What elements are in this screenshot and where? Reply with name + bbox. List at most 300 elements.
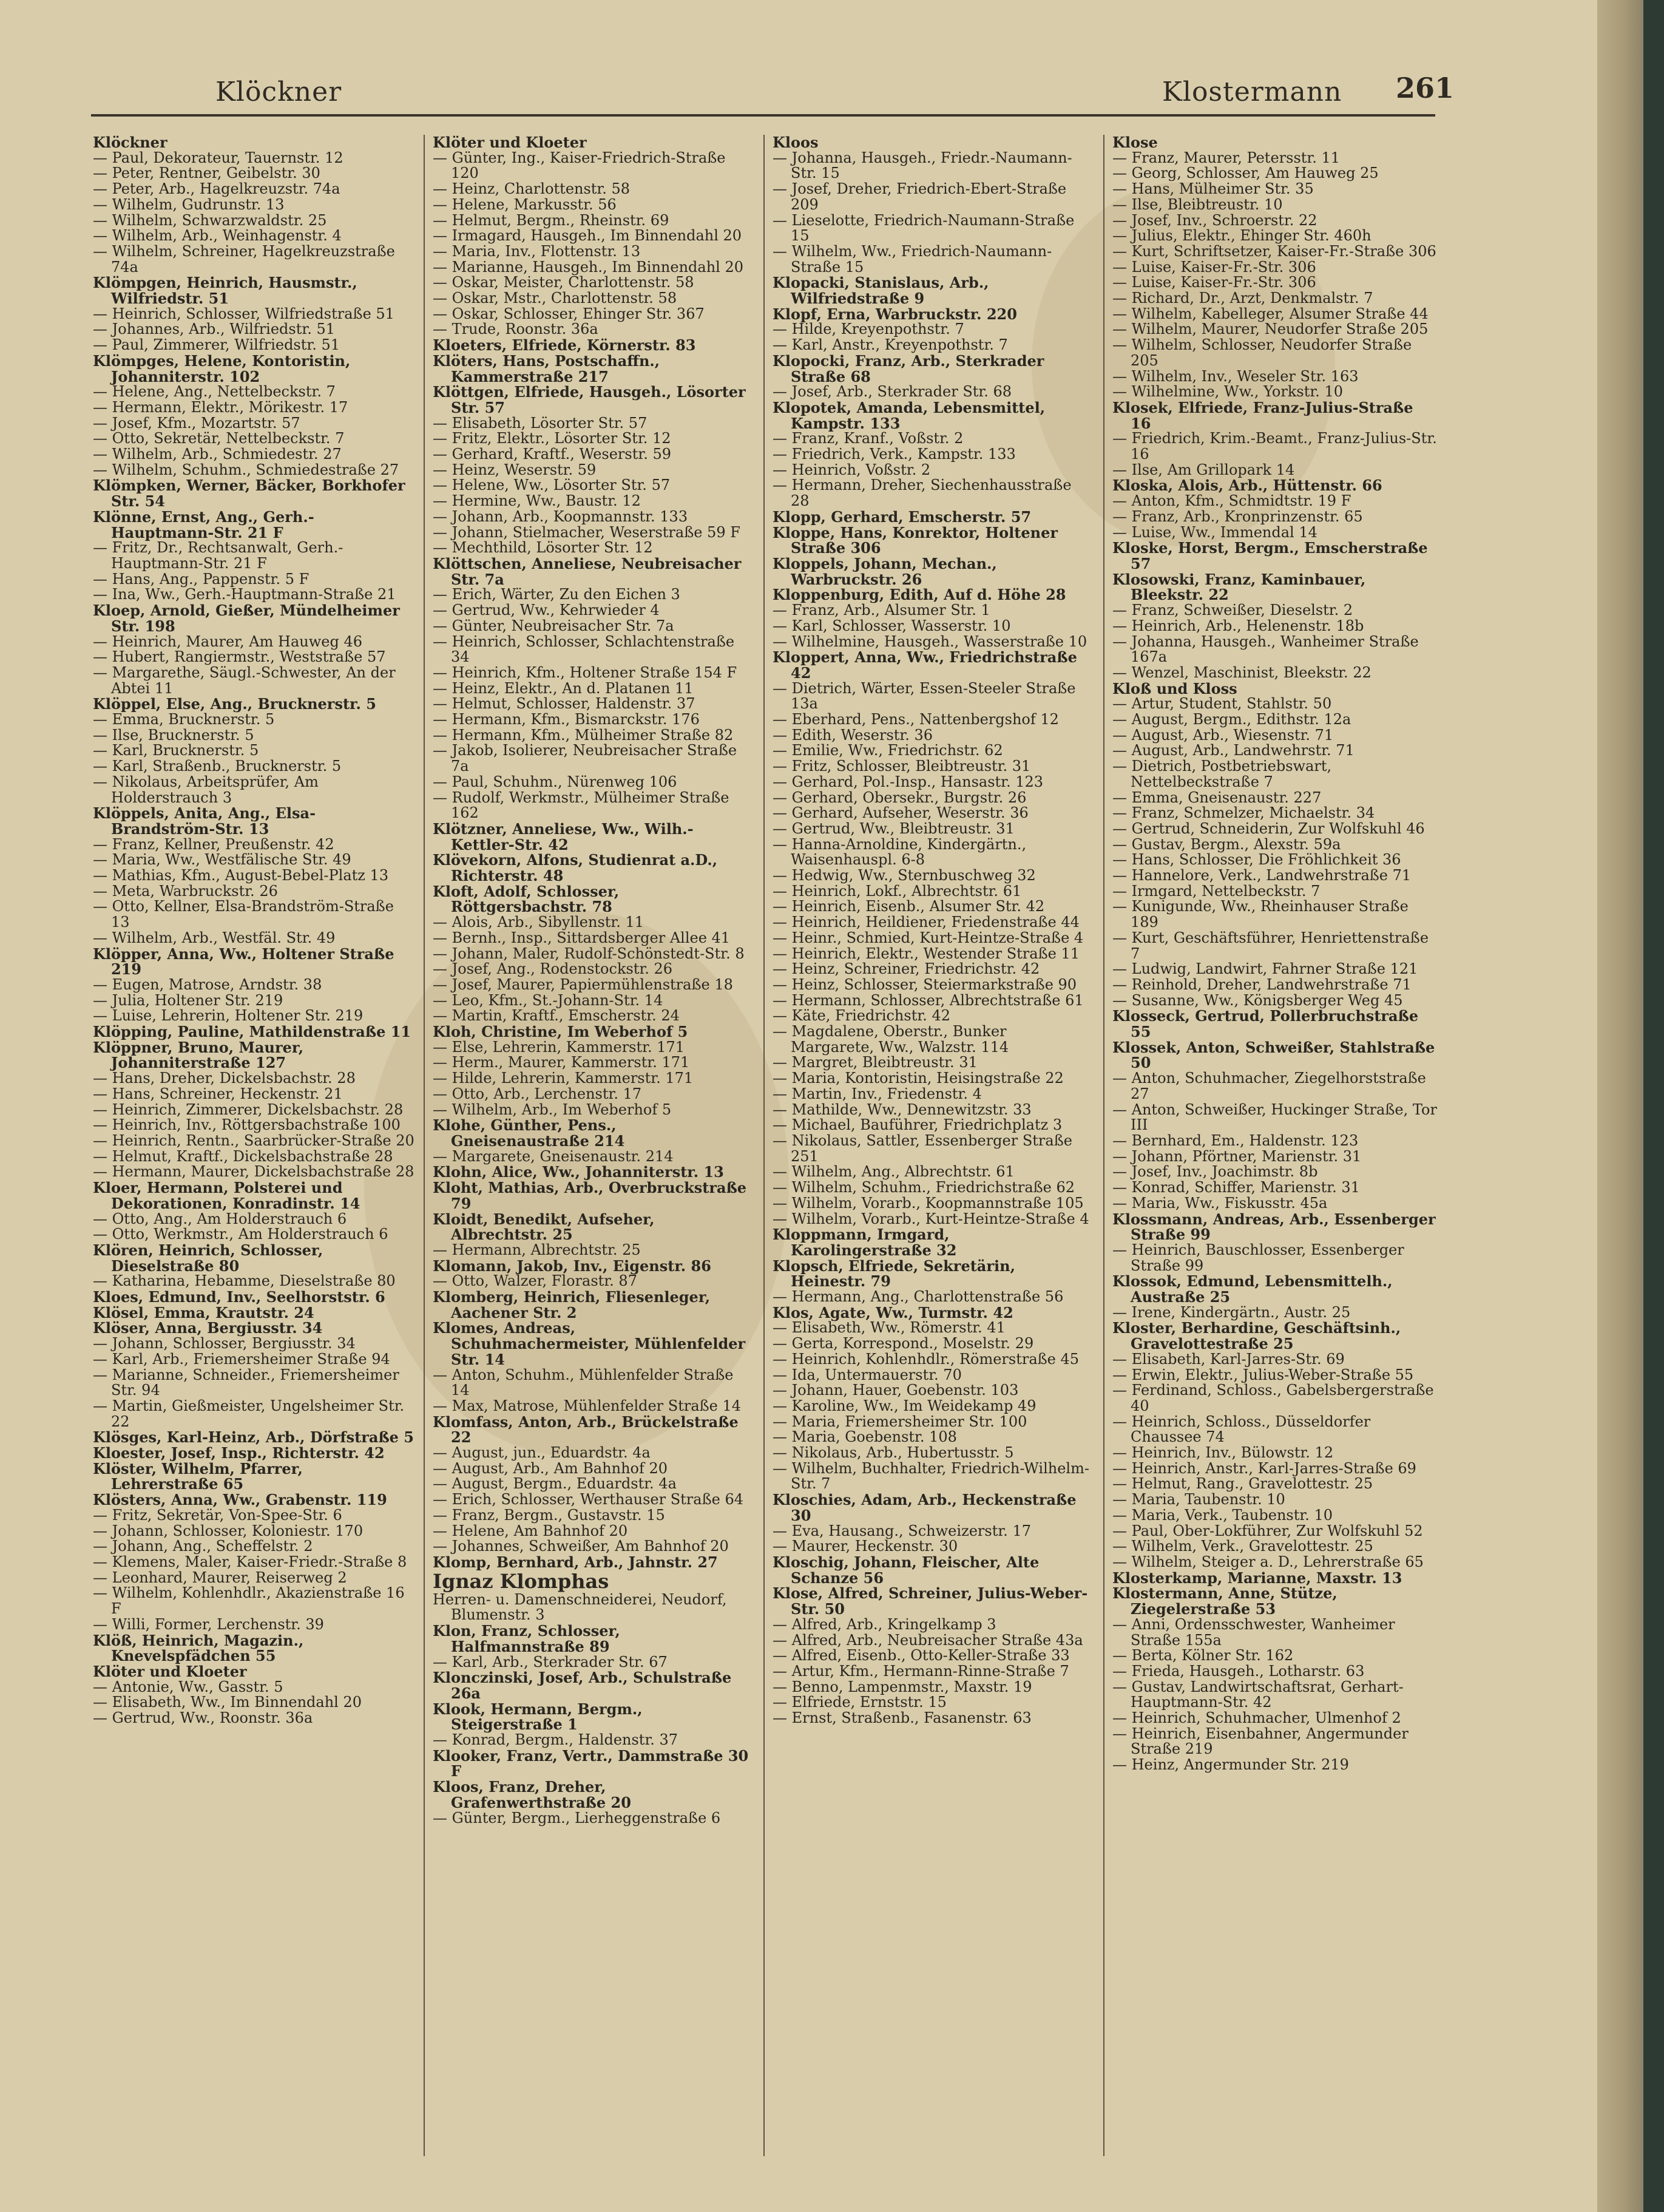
directory-sub-entry: — Elfriede, Ernststr. 15	[773, 1694, 947, 1711]
directory-sub-entry: — Eva, Hausang., Schweizerstr. 17	[773, 1522, 1031, 1539]
directory-sub-entry: — Maria, Verk., Taubenstr. 10	[1112, 1506, 1333, 1524]
directory-sub-entry: — Emma, Brucknerstr. 5	[93, 711, 275, 728]
directory-sub-entry: — Wilhelm, Kohlenhdlr., Akazienstraße 16 F	[93, 1584, 405, 1618]
directory-sub-entry: — Fritz, Elektr., Lösorter Str. 12	[433, 430, 671, 447]
directory-sub-entry: — Ludwig, Landwirt, Fahrner Straße 121	[1112, 960, 1418, 978]
directory-entry: Klöter und Kloeter	[433, 135, 587, 151]
directory-entry: Kloske, Horst, Bergm., Emscherstraße 57	[1112, 539, 1428, 572]
directory-sub-entry: — Leo, Kfm., St.-Johann-Str. 14	[433, 991, 663, 1009]
directory-sub-entry: — Josef, Dreher, Friedrich-Ebert-Straße 209	[773, 180, 1067, 213]
directory-entry: Klömpgen, Heinrich, Hausmstr., Wilfriedstr. 51	[93, 274, 357, 308]
directory-sub-entry: — Helmut, Bergm., Rheinstr. 69	[433, 211, 669, 229]
directory-sub-entry: — Elisabeth, Karl-Jarres-Str. 69	[1112, 1350, 1345, 1368]
directory-sub-entry: — Heinrich, Schloss., Düsseldorfer Chaussee 74	[1112, 1413, 1371, 1446]
directory-entry: Klooker, Franz, Vertr., Dammstraße 30 F	[433, 1746, 749, 1780]
directory-sub-entry: — Franz, Maurer, Petersstr. 11	[1112, 149, 1341, 166]
directory-sub-entry: — Bernhard, Em., Haldenstr. 123	[1112, 1132, 1359, 1149]
directory-sub-entry: — Michael, Bauführer, Friedrichplatz 3	[773, 1116, 1063, 1134]
directory-sub-entry: — Karl, Brucknerstr. 5	[93, 742, 259, 759]
directory-sub-entry: — Wilhelm, Buchhalter, Friedrich-Wilhelm-Str. 7	[773, 1459, 1089, 1493]
directory-entry: Klon, Franz, Schlosser, Halfmannstraße 89	[433, 1622, 620, 1655]
directory-sub-entry: — Magdalene, Oberstr., Bunker Margarete, Ww., Walzstr. 114	[773, 1023, 1009, 1056]
directory-sub-entry: — Ida, Untermauerstr. 70	[773, 1366, 962, 1383]
directory-sub-entry: — Max, Matrose, Mühlenfelder Straße 14	[433, 1397, 742, 1414]
directory-columns	[93, 135, 1437, 2156]
directory-sub-entry: — Heinrich, Voßstr. 2	[773, 461, 931, 478]
directory-sub-entry: — Johann, Ang., Scheffelstr. 2	[93, 1538, 313, 1555]
directory-sub-entry: — Johann, Stielmacher, Weserstraße 59 F	[433, 523, 740, 541]
directory-sub-entry: — Hannelore, Verk., Landwehrstraße 71	[1112, 867, 1412, 884]
directory-sub-entry: — Eugen, Matrose, Arndstr. 38	[93, 975, 322, 993]
directory-sub-entry: — Paul, Zimmerer, Wilfriedstr. 51	[93, 336, 340, 354]
directory-sub-entry: — Reinhold, Dreher, Landwehrstraße 71	[1112, 975, 1412, 993]
directory-sub-entry: — Anton, Kfm., Schmidtstr. 19 F	[1112, 492, 1351, 510]
directory-entry: Kloeters, Elfriede, Körnerstr. 83	[433, 336, 696, 355]
directory-sub-entry: — Paul, Schuhm., Nürenweg 106	[433, 773, 677, 790]
directory-sub-entry: — Helene, Ang., Nettelbeckstr. 7	[93, 383, 336, 401]
directory-sub-entry: — Karl, Schlosser, Wasserstr. 10	[773, 617, 1011, 634]
directory-sub-entry: — Alfred, Arb., Kringelkamp 3	[773, 1615, 996, 1633]
directory-entry: Klöttschen, Anneliese, Neubreisacher Str. 7a	[433, 554, 742, 588]
directory-sub-entry: — Gustav, Bergm., Alexstr. 59a	[1112, 835, 1341, 853]
directory-sub-entry: — Hubert, Rangiermstr., Weststraße 57	[93, 648, 386, 666]
directory-sub-entry: — Josef, Arb., Sterkrader Str. 68	[773, 383, 1012, 401]
directory-sub-entry: — Anton, Schuhm., Mühlenfelder Straße 14	[433, 1366, 734, 1399]
directory-entry: Kloppmann, Irmgard, Karolingerstraße 32	[773, 1226, 957, 1259]
directory-sub-entry: — Karl, Arb., Friemersheimer Straße 94	[93, 1350, 390, 1368]
directory-entry: Kloester, Josef, Insp., Richterstr. 42	[93, 1444, 385, 1462]
directory-entry: Klösel, Emma, Krautstr. 24	[93, 1303, 314, 1321]
directory-sub-entry: — Kurt, Schriftsetzer, Kaiser-Fr.-Straße 306	[1112, 242, 1436, 260]
directory-sub-entry: — Gerhard, Pol.-Insp., Hansastr. 123	[773, 773, 1044, 790]
directory-sub-entry: — Trude, Roonstr. 36a	[433, 321, 598, 338]
directory-sub-entry: — Wilhelm, Ww., Friedrich-Naumann-Straße 15	[773, 242, 1052, 276]
directory-sub-entry: — Wilhelm, Kabelleger, Alsumer Straße 44	[1112, 305, 1429, 322]
directory-sub-entry: — Mathilde, Ww., Dennewitzstr. 33	[773, 1101, 1032, 1118]
directory-sub-entry: — Heinz, Schlosser, Steiermarkstraße 90	[773, 975, 1077, 993]
directory-sub-entry: — Gertrud, Ww., Kehrwieder 4	[433, 602, 660, 619]
directory-sub-entry: — Hilde, Kreyenpothstr. 7	[773, 321, 964, 338]
directory-sub-entry: — August, Bergm., Eduardstr. 4a	[433, 1475, 677, 1493]
directory-sub-entry: — Julia, Holtener Str. 219	[93, 991, 283, 1009]
directory-entry: Klönne, Ernst, Ang., Gerh.-Hauptmann-Str. 21 F	[93, 507, 314, 541]
directory-sub-entry: — Wilhelm, Schuhm., Schmiedestraße 27	[93, 461, 399, 478]
directory-sub-entry: — Wilhelm, Gudrunstr. 13	[93, 195, 285, 213]
directory-sub-entry: — Karoline, Ww., Im Weidekamp 49	[773, 1397, 1037, 1414]
directory-sub-entry: — Franz, Kellner, Preußenstr. 42	[93, 835, 334, 853]
directory-sub-entry: — Luise, Kaiser-Fr.-Str. 306	[1112, 274, 1316, 291]
column-divider	[424, 135, 425, 2156]
directory-entry: Kloh, Christine, Im Weberhof 5	[433, 1023, 688, 1041]
directory-sub-entry: — Johann, Schlosser, Bergiusstr. 34	[93, 1335, 356, 1352]
directory-sub-entry: — Konrad, Schiffer, Marienstr. 31	[1112, 1179, 1360, 1196]
directory-sub-entry: — Wilhelm, Schlosser, Neudorfer Straße 205	[1112, 336, 1412, 369]
directory-sub-entry: — Heinrich, Elektr., Westender Straße 11	[773, 945, 1080, 962]
directory-sub-entry: — Maria, Ww., Westfälische Str. 49	[93, 851, 351, 869]
directory-sub-entry: — Heinr., Schmied, Kurt-Heintze-Straße 4	[773, 929, 1084, 946]
directory-sub-entry: — Elisabeth, Ww., Römerstr. 41	[773, 1319, 1006, 1337]
directory-sub-entry: — Oskar, Mstr., Charlottenstr. 58	[433, 290, 677, 307]
directory-sub-entry: — Karl, Arb., Sterkrader Str. 67	[433, 1653, 668, 1671]
directory-entry: Klomes, Andreas, Schuhmachermeister, Mühlenfelder Str. 14	[433, 1319, 746, 1368]
directory-sub-entry: — Maria, Ww., Fiskusstr. 45a	[1112, 1194, 1328, 1212]
directory-sub-entry: — Heinrich, Schlosser, Wilfriedstraße 51	[93, 305, 394, 322]
directory-sub-entry: — Eberhard, Pens., Nattenbergshof 12	[773, 711, 1059, 728]
directory-entry: Klöster, Wilhelm, Pfarrer, Lehrerstraße 65	[93, 1459, 303, 1493]
directory-entry: Klöter und Kloeter	[93, 1662, 247, 1680]
directory-sub-entry: — Dietrich, Wärter, Essen-Steeler Straße 13a	[773, 679, 1076, 713]
directory-sub-entry: — Gertrud, Ww., Bleibtreustr. 31	[773, 819, 1015, 837]
directory-entry: Klossmann, Andreas, Arb., Essenberger Straße 99	[1112, 1210, 1436, 1244]
header-first-name: Klöckner	[215, 76, 342, 107]
directory-entry: Klöpping, Pauline, Mathildenstraße 11	[93, 1023, 411, 1041]
directory-sub-entry: — Paul, Dekorateur, Tauernstr. 12	[93, 149, 343, 166]
directory-sub-entry: — Fritz, Schlosser, Bleibtreustr. 31	[773, 758, 1031, 775]
directory-sub-entry: — Leonhard, Maurer, Reiserweg 2	[93, 1569, 347, 1586]
page-number: 261	[1396, 72, 1455, 104]
directory-sub-entry: — Ilse, Bleibtreustr. 10	[1112, 195, 1283, 213]
book-spine	[1643, 0, 1664, 2212]
directory-sub-entry: — Wilhelm, Arb., Weinhagenstr. 4	[93, 227, 342, 245]
directory-sub-entry: — Alfred, Eisenb., Otto-Keller-Straße 33	[773, 1647, 1070, 1664]
page-header	[91, 66, 1455, 117]
directory-sub-entry: — Wilhelm, Schuhm., Friedrichstraße 62	[773, 1179, 1075, 1196]
directory-sub-entry: — Oskar, Meister, Charlottenstr. 58	[433, 274, 694, 291]
column-divider	[763, 135, 765, 2156]
directory-entry: Klosseck, Gertrud, Pollerbruchstraße 55	[1112, 1007, 1419, 1041]
directory-sub-entry: — Hermann, Ang., Charlottenstraße 56	[773, 1288, 1064, 1306]
directory-sub-entry: — Erwin, Elektr., Julius-Weber-Straße 55	[1112, 1366, 1414, 1383]
header-last-name: Klostermann	[1162, 76, 1342, 107]
directory-sub-entry: — Wenzel, Maschinist, Bleekstr. 22	[1112, 663, 1371, 681]
directory-sub-entry: — Karl, Anstr., Kreyenpothstr. 7	[773, 336, 1008, 354]
directory-sub-entry: — Kunigunde, Ww., Rheinhauser Straße 189	[1112, 898, 1409, 931]
directory-sub-entry: — Luise, Kaiser-Fr.-Str. 306	[1112, 258, 1316, 276]
directory-sub-entry: — Hanna-Arnoldine, Kindergärtn., Waisenhauspl. 6-8	[773, 835, 1027, 869]
directory-sub-entry: — Irmagard, Hausgeh., Im Binnendahl 20	[433, 227, 742, 245]
directory-sub-entry: — Rudolf, Werkmstr., Mülheimer Straße 162	[433, 789, 729, 822]
directory-sub-entry: — Hermann, Albrechtstr. 25	[433, 1241, 641, 1258]
directory-sub-entry: — Richard, Dr., Arzt, Denkmalstr. 7	[1112, 290, 1373, 307]
directory-entry: Klören, Heinrich, Schlosser, Dieselstraße 80	[93, 1241, 323, 1275]
directory-sub-entry: — Georg, Schlosser, Am Hauweg 25	[1112, 165, 1379, 182]
directory-sub-entry: — Luise, Lehrerin, Holtener Str. 219	[93, 1007, 364, 1025]
directory-entry: Klöttgen, Elfriede, Hausgeh., Lösorter Str. 57	[433, 383, 746, 416]
directory-sub-entry: — Maria, Inv., Flottenstr. 13	[433, 242, 641, 260]
directory-sub-entry: — Otto, Walzer, Florastr. 87	[433, 1272, 637, 1290]
directory-sub-entry: Herren- u. Damenschneiderei, Neudorf, Blumenstr. 3	[433, 1590, 727, 1624]
directory-entry: Klöppel, Else, Ang., Brucknerstr. 5	[93, 695, 376, 713]
directory-sub-entry: — Wilhelmine, Ww., Yorkstr. 10	[1112, 383, 1343, 401]
directory-sub-entry: — Helmut, Kraftf., Dickelsbachstraße 28	[93, 1147, 393, 1165]
directory-sub-entry: — Ilse, Brucknerstr. 5	[93, 726, 254, 744]
directory-sub-entry: — Johannes, Arb., Wilfriedstr. 51	[93, 321, 335, 338]
directory-sub-entry: — Hermann, Kfm., Bismarckstr. 176	[433, 711, 700, 728]
directory-sub-entry: — Edith, Weserstr. 36	[773, 726, 933, 744]
directory-sub-entry: — Jakob, Isolierer, Neubreisacher Straße 7a	[433, 742, 737, 775]
directory-sub-entry: — Anton, Schweißer, Huckinger Straße, Tor III	[1112, 1101, 1437, 1134]
directory-sub-entry: — Hermann, Maurer, Dickelsbachstraße 28	[93, 1163, 414, 1181]
directory-entry: Kloos, Franz, Dreher, Grafenwerthstraße 20	[433, 1778, 631, 1811]
directory-sub-entry: — Günter, Bergm., Lierheggenstraße 6	[433, 1809, 721, 1827]
directory-sub-entry: — Hans, Dreher, Dickelsbachstr. 28	[93, 1070, 356, 1087]
directory-sub-entry: — Marianne, Hausgeh., Im Binnendahl 20	[433, 258, 743, 276]
directory-sub-entry: — Otto, Ang., Am Holderstrauch 6	[93, 1210, 347, 1227]
directory-entry: Klopocki, Franz, Arb., Sterkrader Straße 68	[773, 351, 1044, 385]
directory-sub-entry: — Emilie, Ww., Friedrichstr. 62	[773, 742, 1003, 759]
directory-entry: Klomberg, Heinrich, Fliesenleger, Aachener Str. 2	[433, 1288, 711, 1321]
directory-entry: Klöpper, Anna, Ww., Holtener Straße 219	[93, 945, 394, 979]
directory-sub-entry: — August, Arb., Am Bahnhof 20	[433, 1459, 668, 1477]
directory-sub-entry: — Heinrich, Rentn., Saarbrücker-Straße 20	[93, 1132, 414, 1149]
directory-sub-entry: — Ernst, Straßenb., Fasanenstr. 63	[773, 1709, 1032, 1727]
directory-entry: Ignaz Klomphas	[433, 1569, 609, 1593]
directory-entry: Kloschies, Adam, Arb., Heckenstraße 30	[773, 1491, 1077, 1524]
directory-sub-entry: — Lieselotte, Friedrich-Naumann-Straße 15	[773, 211, 1075, 245]
directory-sub-entry: — Josef, Ang., Rodenstockstr. 26	[433, 960, 673, 978]
directory-entry: Klomfass, Anton, Arb., Brückelstraße 22	[433, 1413, 739, 1447]
directory-entry: Klosowski, Franz, Kaminbauer, Bleekstr. 22	[1112, 570, 1366, 604]
directory-entry: Klöters, Hans, Postschaffn., Kammerstraße 217	[433, 351, 660, 385]
directory-sub-entry: — August, Arb., Wiesenstr. 71	[1112, 726, 1334, 744]
directory-sub-entry: — Artur, Student, Stahlstr. 50	[1112, 695, 1332, 713]
directory-entry: Klömpges, Helene, Kontoristin, Johanniterstr. 102	[93, 351, 351, 385]
directory-sub-entry: — Wilhelm, Inv., Weseler Str. 163	[1112, 367, 1359, 385]
directory-sub-entry: — Heinz, Elektr., An d. Platanen 11	[433, 679, 694, 697]
directory-sub-entry: — Hermine, Ww., Baustr. 12	[433, 492, 641, 510]
directory-sub-entry: — Helmut, Schlosser, Haldenstr. 37	[433, 695, 695, 713]
directory-sub-entry: — Günter, Neubreisacher Str. 7a	[433, 617, 674, 634]
directory-sub-entry: — Heinrich, Zimmerer, Dickelsbachstr. 28	[93, 1101, 404, 1118]
directory-sub-entry: — Erich, Wärter, Zu den Eichen 3	[433, 586, 680, 603]
directory-sub-entry: — Irene, Kindergärtn., Austr. 25	[1112, 1303, 1351, 1321]
directory-entry: Klomp, Bernhard, Arb., Jahnstr. 27	[433, 1553, 718, 1571]
directory-sub-entry: — Heinrich, Eisenbahner, Angermunder Straße 219	[1112, 1725, 1409, 1758]
directory-entry: Kloschig, Johann, Fleischer, Alte Schanze 56	[773, 1553, 1040, 1587]
directory-sub-entry: — Gerta, Korrespond., Moselstr. 29	[773, 1335, 1034, 1352]
directory-sub-entry: — Wilhelm, Ang., Albrechtstr. 61	[773, 1163, 1015, 1181]
directory-sub-entry: — Gerhard, Kraftf., Weserstr. 59	[433, 446, 671, 463]
directory-sub-entry: — Hans, Schlosser, Die Fröhlichkeit 36	[1112, 851, 1401, 869]
directory-sub-entry: — Heinrich, Schuhmacher, Ulmenhof 2	[1112, 1709, 1401, 1727]
directory-sub-entry: — Wilhelm, Vorarb., Kurt-Heintze-Straße 4	[773, 1210, 1089, 1227]
directory-sub-entry: — Elisabeth, Ww., Im Binnendahl 20	[93, 1694, 362, 1711]
directory-sub-entry: — Mathias, Kfm., August-Bebel-Platz 13	[93, 867, 389, 884]
directory-sub-entry: — Martin, Gießmeister, Ungelsheimer Str. 22	[93, 1397, 405, 1430]
directory-sub-entry: — Meta, Warbruckstr. 26	[93, 882, 278, 900]
directory-sub-entry: — Wilhelm, Verk., Gravelottestr. 25	[1112, 1538, 1373, 1555]
directory-sub-entry: — Maria, Taubenstr. 10	[1112, 1491, 1285, 1508]
directory-sub-entry: — Hermann, Schlosser, Albrechtstraße 61	[773, 991, 1084, 1009]
directory-sub-entry: — Otto, Kellner, Elsa-Brandström-Straße 13	[93, 898, 394, 931]
directory-sub-entry: — Oskar, Schlosser, Ehinger Str. 367	[433, 305, 705, 322]
directory-sub-entry: — Franz, Arb., Kronprinzenstr. 65	[1112, 507, 1363, 525]
directory-sub-entry: — Kurt, Geschäftsführer, Henriettenstraße 7	[1112, 929, 1429, 962]
directory-entry: Kloer, Hermann, Polsterei und Dekorationen, Konradinstr. 14	[93, 1179, 360, 1212]
directory-entry: Kloep, Arnold, Gießer, Mündelheimer Str. 198	[93, 602, 400, 635]
directory-sub-entry: — Franz, Schmelzer, Michaelstr. 34	[1112, 804, 1375, 822]
directory-entry: Klohn, Alice, Ww., Johanniterstr. 13	[433, 1163, 724, 1181]
directory-sub-entry: — Mechthild, Lösorter Str. 12	[433, 539, 653, 557]
directory-sub-entry: — Paul, Ober-Lokführer, Zur Wolfskuhl 52	[1112, 1522, 1423, 1539]
directory-sub-entry: — Heinz, Weserstr. 59	[433, 461, 597, 478]
directory-sub-entry: — Johannes, Schweißer, Am Bahnhof 20	[433, 1538, 729, 1555]
directory-sub-entry: — Wilhelm, Vorarb., Koopmannstraße 105	[773, 1194, 1084, 1212]
directory-sub-entry: — Marianne, Schneider., Friemersheimer Str. 94	[93, 1366, 399, 1399]
directory-entry: Kloster, Berhardine, Geschäftsinh., Gravelottestraße 25	[1112, 1319, 1401, 1353]
directory-sub-entry: — Heinrich, Inv., Bülowstr. 12	[1112, 1444, 1334, 1462]
directory-sub-entry: — Heinz, Schreiner, Friedrichstr. 42	[773, 960, 1040, 978]
directory-entry: Klohe, Günther, Pens., Gneisenaustraße 214	[433, 1116, 625, 1150]
directory-entry: Klomann, Jakob, Inv., Eigenstr. 86	[433, 1257, 711, 1275]
directory-sub-entry: — Heinrich, Kohlenhdlr., Römerstraße 45	[773, 1350, 1080, 1368]
directory-entry: Klook, Hermann, Bergm., Steigerstraße 1	[433, 1700, 643, 1734]
directory-sub-entry: — Helene, Markusstr. 56	[433, 195, 617, 213]
directory-sub-entry: — Johann, Schlosser, Koloniestr. 170	[93, 1522, 364, 1539]
directory-sub-entry: — Heinrich, Inv., Röttgersbachstraße 100	[93, 1116, 401, 1134]
directory-sub-entry: — Karl, Straßenb., Brucknerstr. 5	[93, 758, 342, 775]
directory-entry: Klopacki, Stanislaus, Arb., Wilfriedstraße 9	[773, 274, 989, 308]
directory-sub-entry: — August, Bergm., Edithstr. 12a	[1112, 711, 1351, 728]
directory-sub-entry: — Hans, Ang., Pappenstr. 5 F	[93, 570, 309, 588]
directory-sub-entry: — Otto, Werkmstr., Am Holderstrauch 6	[93, 1226, 388, 1243]
directory-sub-entry: — Johann, Hauer, Goebenstr. 103	[773, 1382, 1019, 1399]
directory-sub-entry: — Hermann, Dreher, Siechenhausstraße 28	[773, 477, 1072, 510]
column-3	[773, 135, 1094, 2156]
directory-entry: Klos, Agate, Ww., Turmstr. 42	[773, 1303, 1013, 1321]
directory-sub-entry: — Alfred, Arb., Neubreisacher Straße 43a	[773, 1631, 1083, 1649]
directory-entry: Kloes, Edmund, Inv., Seelhorststr. 6	[93, 1288, 385, 1306]
directory-entry: Klöckner	[93, 135, 167, 151]
directory-sub-entry: — Josef, Kfm., Mozartstr. 57	[93, 414, 300, 432]
directory-sub-entry: — Heinz, Angermunder Str. 219	[1112, 1756, 1349, 1774]
directory-sub-entry: — Johann, Pförtner, Marienstr. 31	[1112, 1147, 1362, 1165]
directory-sub-entry: — Martin, Inv., Friedenstr. 4	[773, 1085, 982, 1102]
directory-sub-entry: — Franz, Kranf., Voßstr. 2	[773, 430, 964, 447]
directory-sub-entry: — August, Arb., Landwehrstr. 71	[1112, 742, 1355, 759]
directory-sub-entry: — Hans, Mülheimer Str. 35	[1112, 180, 1314, 198]
directory-sub-entry: — Margarete, Gneisenaustr. 214	[433, 1147, 674, 1165]
directory-sub-entry: — Josef, Maurer, Papiermühlenstraße 18	[433, 975, 733, 993]
directory-sub-entry: — Gertrud, Schneiderin, Zur Wolfskuhl 46	[1112, 819, 1425, 837]
directory-sub-entry: — Maria, Friemersheimer Str. 100	[773, 1413, 1027, 1430]
directory-sub-entry: — Peter, Arb., Hagelkreuzstr. 74a	[93, 180, 340, 198]
directory-sub-entry: — Luise, Ww., Immendal 14	[1112, 523, 1317, 541]
directory-sub-entry: — Helene, Am Bahnhof 20	[433, 1522, 628, 1539]
directory-sub-entry: — Elisabeth, Lösorter Str. 57	[433, 414, 648, 432]
directory-entry: Kloppert, Anna, Ww., Friedrichstraße 42	[773, 648, 1077, 682]
directory-sub-entry: — Ferdinand, Schloss., Gabelsbergerstraße 40	[1112, 1382, 1434, 1414]
directory-entry: Klöppels, Anita, Ang., Elsa-Brandström-Str. 13	[93, 804, 316, 838]
directory-entry: Klöppner, Bruno, Maurer, Johanniterstraße 127	[93, 1038, 304, 1072]
directory-sub-entry: — Martin, Kraftf., Emscherstr. 24	[433, 1007, 680, 1025]
directory-sub-entry: — Franz, Bergm., Gustavstr. 15	[433, 1506, 665, 1524]
directory-entry: Klopsch, Elfriede, Sekretärin, Heinestr. 79	[773, 1257, 1015, 1291]
directory-sub-entry: — Peter, Rentner, Geibelstr. 30	[93, 165, 320, 182]
directory-sub-entry: — Herm., Maurer, Kammerstr. 171	[433, 1054, 690, 1071]
directory-entry: Kloft, Adolf, Schlosser, Röttgersbachstr. 78	[433, 882, 620, 916]
directory-entry: Klötzner, Anneliese, Ww., Wilh.-Kettler-Str. 42	[433, 819, 694, 853]
directory-sub-entry: — Gerhard, Obersekr., Burgstr. 26	[773, 789, 1027, 806]
column-divider	[1103, 135, 1104, 2156]
directory-sub-entry: — Hilde, Lehrerin, Kammerstr. 171	[433, 1070, 694, 1087]
directory-sub-entry: — Wilhelm, Arb., Schmiedestr. 27	[93, 446, 342, 463]
directory-sub-entry: — Heinrich, Heildiener, Friedenstraße 44	[773, 914, 1080, 931]
directory-sub-entry: — Nikolaus, Arb., Hubertusstr. 5	[773, 1444, 1014, 1462]
directory-sub-entry: — Johann, Arb., Koopmannstr. 133	[433, 507, 688, 525]
directory-sub-entry: — Heinrich, Bauschlosser, Essenberger Straße 99	[1112, 1241, 1404, 1274]
directory-entry: Klose	[1112, 135, 1158, 151]
directory-sub-entry: — Frieda, Hausgeh., Lotharstr. 63	[1112, 1662, 1365, 1680]
directory-sub-entry: — Heinrich, Maurer, Am Hauweg 46	[93, 633, 362, 650]
directory-sub-entry: — Katharina, Hebamme, Dieselstraße 80	[93, 1272, 396, 1290]
directory-sub-entry: — Fritz, Dr., Rechtsanwalt, Gerh.-Hauptmann-Str. 21 F	[93, 539, 343, 572]
directory-sub-entry: — Helene, Ww., Lösorter Str. 57	[433, 477, 671, 494]
directory-entry: Klosek, Elfriede, Franz-Julius-Straße 16	[1112, 398, 1413, 432]
directory-sub-entry: — Franz, Arb., Alsumer Str. 1	[773, 602, 990, 619]
directory-entry: Klonczinski, Josef, Arb., Schulstraße 26a	[433, 1669, 732, 1702]
directory-sub-entry: — Gerhard, Aufseher, Weserstr. 36	[773, 804, 1029, 822]
column-4	[1112, 135, 1437, 2156]
directory-sub-entry: — Johanna, Hausgeh., Wanheimer Straße 167a	[1112, 633, 1419, 666]
directory-sub-entry: — Josef, Inv., Schroerstr. 22	[1112, 211, 1317, 229]
directory-sub-entry: — Wilhelm, Maurer, Neudorfer Straße 205	[1112, 321, 1429, 338]
directory-sub-entry: — Wilhelm, Arb., Westfäl. Str. 49	[93, 929, 336, 946]
directory-sub-entry: — Hermann, Elektr., Mörikestr. 17	[93, 398, 348, 416]
directory-sub-entry: — Emma, Gneisenaustr. 227	[1112, 789, 1322, 806]
directory-sub-entry: — Anni, Ordensschwester, Wanheimer Straße 155a	[1112, 1615, 1395, 1649]
directory-sub-entry: — Heinrich, Schlosser, Schlachtenstraße 34	[433, 633, 735, 666]
directory-sub-entry: — Susanne, Ww., Königsberger Weg 45	[1112, 991, 1403, 1009]
directory-sub-entry: — Heinrich, Kfm., Holtener Straße 154 F	[433, 663, 737, 681]
directory-entry: Klösters, Anna, Ww., Grabenstr. 119	[93, 1491, 387, 1509]
directory-entry: Klöß, Heinrich, Magazin., Knevelspfädchen 55	[93, 1631, 304, 1665]
directory-sub-entry: — Hermann, Kfm., Mülheimer Straße 82	[433, 726, 734, 744]
directory-sub-entry: — Margarethe, Säugl.-Schwester, An der Abtei 11	[93, 663, 396, 697]
directory-sub-entry: — Nikolaus, Sattler, Essenberger Straße 251	[773, 1132, 1072, 1165]
directory-sub-entry: — Margret, Bleibtreustr. 31	[773, 1054, 978, 1071]
directory-sub-entry: — Franz, Schweißer, Dieselstr. 2	[1112, 602, 1353, 619]
directory-sub-entry: — Gertrud, Ww., Roonstr. 36a	[93, 1709, 313, 1727]
directory-entry: Kloos	[773, 135, 819, 151]
directory-sub-entry: — Friedrich, Verk., Kampstr. 133	[773, 446, 1016, 463]
directory-entry: Kloß und Kloss	[1112, 679, 1237, 697]
directory-entry: Klöser, Anna, Bergiusstr. 34	[93, 1319, 323, 1337]
column-1	[93, 135, 414, 2156]
directory-sub-entry: — Gustav, Landwirtschaftsrat, Gerhart-Hauptmann-Str. 42	[1112, 1678, 1404, 1711]
directory-sub-entry: — Friedrich, Krim.-Beamt., Franz-Julius-Str. 16	[1112, 430, 1437, 463]
directory-entry: Kloppe, Hans, Konrektor, Holtener Straße 306	[773, 523, 1058, 557]
directory-sub-entry: — Wilhelm, Arb., Im Weberhof 5	[433, 1101, 672, 1118]
directory-sub-entry: — Ilse, Am Grillopark 14	[1112, 461, 1295, 478]
directory-sub-entry: — Erich, Schlosser, Werthauser Straße 64	[433, 1491, 743, 1508]
directory-entry: Klose, Alfred, Schreiner, Julius-Weber-Str. 50	[773, 1584, 1088, 1618]
directory-entry: Kloppenburg, Edith, Auf d. Höhe 28	[773, 586, 1066, 604]
directory-sub-entry: — Johanna, Hausgeh., Friedr.-Naumann-Str. 15	[773, 149, 1072, 182]
directory-sub-entry: — August, jun., Eduardstr. 4a	[433, 1444, 651, 1462]
directory-sub-entry: — Käte, Friedrichstr. 42	[773, 1007, 950, 1025]
directory-sub-entry: — Heinrich, Arb., Helenenstr. 18b	[1112, 617, 1364, 634]
directory-entry: Klossek, Anton, Schweißer, Stahlstraße 50	[1112, 1038, 1435, 1072]
directory-sub-entry: — Otto, Arb., Lerchenstr. 17	[433, 1085, 642, 1102]
directory-sub-entry: — Else, Lehrerin, Kammerstr. 171	[433, 1038, 685, 1056]
directory-sub-entry: — Anton, Schuhmacher, Ziegelhorststraße 27	[1112, 1070, 1426, 1102]
directory-entry: Klostermann, Anne, Stütze, Ziegelerstraße 53	[1112, 1584, 1338, 1618]
directory-sub-entry: — Benno, Lampenmstr., Maxstr. 19	[773, 1678, 1032, 1695]
directory-sub-entry: — Josef, Inv., Joachimstr. 8b	[1112, 1163, 1318, 1181]
column-2	[433, 135, 754, 2156]
directory-sub-entry: — Hans, Schreiner, Heckenstr. 21	[93, 1085, 343, 1102]
